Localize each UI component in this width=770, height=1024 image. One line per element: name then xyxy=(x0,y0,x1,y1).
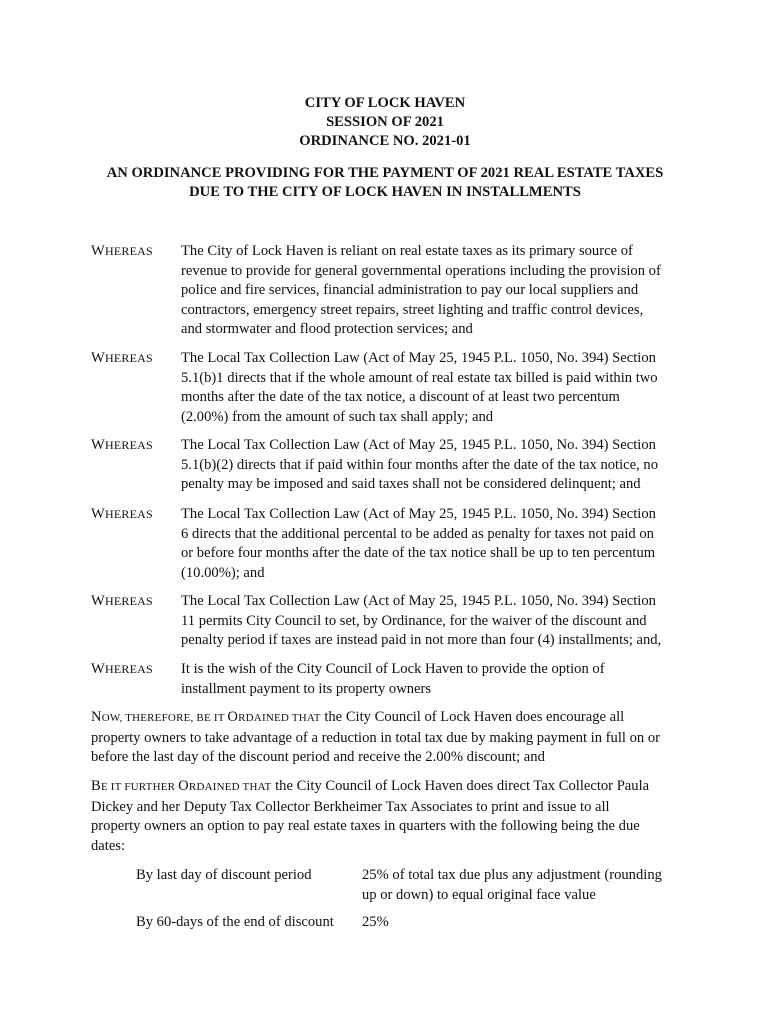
text-line: Dickey and her Deputy Tax Collector Berkheimer Tax Associates to print and issue to all xyxy=(91,798,610,815)
text-line: 11 permits City Council to set, by Ordinance, for the waiver of the discount and xyxy=(181,612,647,629)
whereas-label: WHEREAS xyxy=(91,506,153,522)
text-line: revenue to provide for general governmental operations including the provision of xyxy=(181,262,661,279)
schedule-row xyxy=(136,913,696,933)
schedule-when: By last day of discount period xyxy=(136,867,312,883)
text-line: 6 directs that the additional percental to be added as penalty for taxes not paid on xyxy=(181,525,654,542)
text-line: The City of Lock Haven is reliant on real estate taxes as its primary source of xyxy=(181,243,633,259)
text-line: property owners to take advantage of a reduction in total tax due by making payment in full on or xyxy=(91,729,660,746)
whereas-clause xyxy=(91,436,681,495)
whereas-clause xyxy=(91,349,681,427)
whereas-text xyxy=(181,349,681,427)
text-line: penalty may be imposed and said taxes shall not be considered delinquent; and xyxy=(181,476,641,492)
ordained-lead: NOW, THEREFORE, BE IT ORDAINED THAT xyxy=(91,709,321,725)
due-date-schedule xyxy=(136,866,696,933)
text-line: up or down) to equal original face value xyxy=(362,886,596,903)
ordained-paragraph xyxy=(91,708,691,768)
whereas-text xyxy=(181,592,681,651)
ordinance-subtitle xyxy=(0,164,770,202)
text-line: months after the date of the tax notice, a discount of at least two percentum xyxy=(181,389,620,405)
text-line: The Local Tax Collection Law (Act of May 25, 1945 P.L. 1050, No. 394) Section xyxy=(181,350,656,366)
whereas-label: WHEREAS xyxy=(91,661,153,677)
text-line: 5.1(b)1 directs that if the whole amount of real estate tax billed is paid within two xyxy=(181,369,658,386)
whereas-text xyxy=(181,505,681,583)
whereas-clause xyxy=(91,242,681,340)
subtitle-line-1: AN ORDINANCE PROVIDING FOR THE PAYMENT OF 2021 REAL ESTATE TAXES xyxy=(106,165,664,181)
text-line: BE IT FURTHER ORDAINED THAT the City Council of Lock Haven does direct Tax Collector Paula xyxy=(91,778,650,794)
text-line: or before four months after the date of the tax notice shall be up to ten percentum xyxy=(181,545,656,561)
ordinance-header xyxy=(0,94,770,151)
whereas-clause xyxy=(91,505,681,583)
whereas-label: WHEREAS xyxy=(91,350,153,366)
city-name: CITY OF LOCK HAVEN xyxy=(304,95,466,111)
text-line: property owners an option to pay real estate taxes in quarters with the following being the due xyxy=(91,818,640,834)
text-line: before the last day of the discount period and receive the 2.00% discount; and xyxy=(91,749,545,765)
schedule-amount xyxy=(362,866,696,905)
text-line: penalty period if taxes are instead paid in not more than four (4) installments; and, xyxy=(181,632,662,648)
subtitle-line-2: DUE TO THE CITY OF LOCK HAVEN IN INSTALLMENTS xyxy=(189,184,581,200)
text-line: The Local Tax Collection Law (Act of May 25, 1945 P.L. 1050, No. 394) Section xyxy=(181,437,656,453)
text-line: NOW, THEREFORE, BE IT ORDAINED THAT the City Council of Lock Haven does encourage all xyxy=(91,709,625,725)
text-line: The Local Tax Collection Law (Act of May 25, 1945 P.L. 1050, No. 394) Section xyxy=(181,506,656,522)
session-line: SESSION OF 2021 xyxy=(326,114,444,130)
schedule-amount xyxy=(362,913,696,933)
text-line: 5.1(b)(2) directs that if paid within four months after the date of the tax notice, no xyxy=(181,456,658,473)
ordinance-number: ORDINANCE NO. 2021-01 xyxy=(299,133,471,149)
text-line: The Local Tax Collection Law (Act of May 25, 1945 P.L. 1050, No. 394) Section xyxy=(181,593,656,609)
schedule-row xyxy=(136,866,696,905)
text-line: (2.00%) from the amount of such tax shall apply; and xyxy=(181,408,494,425)
text-line: contractors, emergency street repairs, street lighting and traffic control devices, xyxy=(181,301,644,318)
whereas-label: WHEREAS xyxy=(91,593,153,609)
further-ordained-paragraph xyxy=(91,777,691,856)
text-line: police and fire services, financial administration to pay our local suppliers and xyxy=(181,282,639,298)
whereas-clause xyxy=(91,592,681,651)
whereas-text xyxy=(181,436,681,495)
whereas-clause xyxy=(91,660,681,699)
whereas-label: WHEREAS xyxy=(91,243,153,259)
text-line: dates: xyxy=(91,837,126,854)
text-line: 25% xyxy=(362,914,389,930)
schedule-when: By 60-days of the end of discount xyxy=(136,914,334,930)
whereas-label: WHEREAS xyxy=(91,437,153,453)
text-line: (10.00%); and xyxy=(181,564,265,581)
text-line: and stormwater and flood protection services; and xyxy=(181,321,473,337)
text-line: 25% of total tax due plus any adjustment (rounding xyxy=(362,867,662,883)
further-lead: BE IT FURTHER ORDAINED THAT xyxy=(91,778,272,794)
text-line: installment payment to its property owners xyxy=(181,680,432,697)
text-line: It is the wish of the City Council of Lock Haven to provide the option of xyxy=(181,661,605,677)
whereas-text xyxy=(181,660,681,699)
whereas-text xyxy=(181,242,681,340)
